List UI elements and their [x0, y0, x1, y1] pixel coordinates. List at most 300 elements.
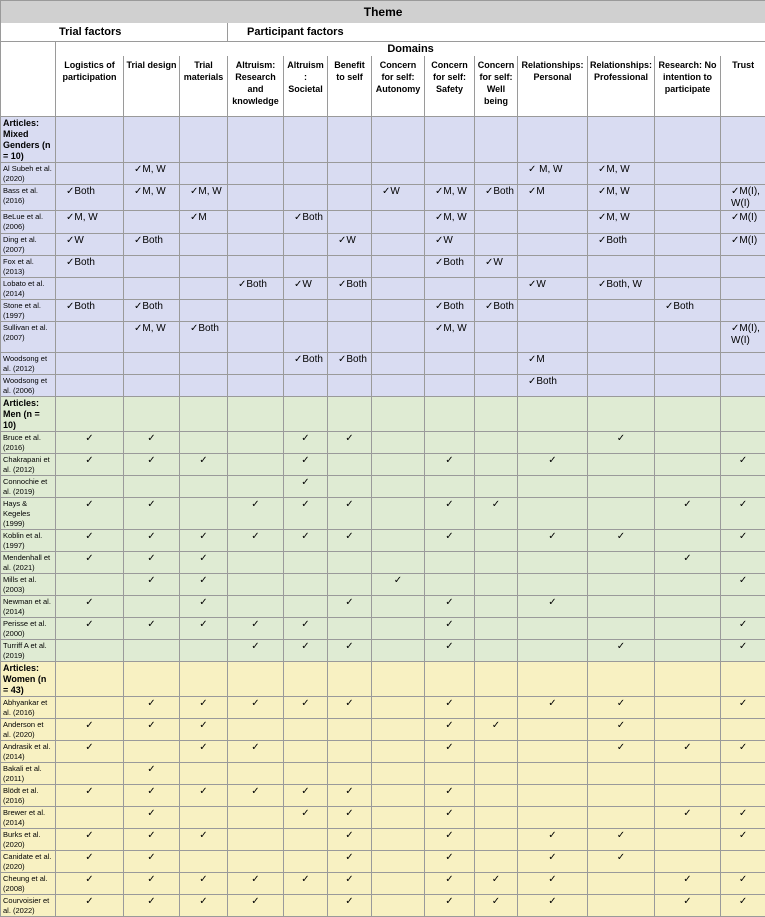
domain-cell — [655, 719, 721, 741]
domain-cell — [655, 278, 721, 300]
study-citation: Canidate et al. (2020) — [1, 851, 56, 873]
table-row — [1, 432, 765, 454]
domain-cell — [588, 873, 655, 895]
study-citation: Ding et al. (2007) — [1, 234, 56, 256]
domain-cell — [655, 640, 721, 662]
table-row — [1, 185, 765, 211]
domain-cell — [284, 851, 328, 873]
domain-cell: ✓M, W — [425, 185, 475, 211]
section-header-men — [1, 397, 765, 432]
domain-cell — [721, 596, 765, 618]
study-citation: Fox et al. (2013) — [1, 256, 56, 278]
domain-cell — [372, 300, 425, 322]
study-citation: Bass et al. (2016) — [1, 185, 56, 211]
domain-cell — [588, 807, 655, 829]
domain-cell — [655, 211, 721, 234]
table-row — [1, 322, 765, 353]
section-empty-cell — [588, 397, 655, 432]
domain-cell — [475, 574, 518, 596]
domain-cell: ✓ — [124, 552, 180, 574]
domain-cell: ✓ — [124, 454, 180, 476]
domain-cell — [372, 353, 425, 375]
domain-cell — [475, 530, 518, 552]
domain-cell: ✓ — [284, 697, 328, 719]
domain-cell: ✓ — [56, 596, 124, 618]
domain-cell: ✓ — [180, 829, 228, 851]
domain-cell: ✓ — [124, 785, 180, 807]
domain-cell: ✓ — [284, 432, 328, 454]
section-empty-cell — [372, 397, 425, 432]
domain-cell: ✓ — [228, 640, 284, 662]
domain-cell: ✓ — [328, 807, 372, 829]
domain-cell — [475, 763, 518, 785]
domain-cell — [180, 375, 228, 397]
domain-cell — [124, 375, 180, 397]
domain-cell: ✓ — [518, 829, 588, 851]
domain-cell: ✓M, W — [425, 322, 475, 353]
domain-cell — [372, 851, 425, 873]
domain-cell: ✓ — [655, 498, 721, 530]
domain-cell: ✓ — [425, 741, 475, 763]
domain-cell — [655, 454, 721, 476]
section-label: Articles: Women (n = 43) — [1, 662, 56, 697]
domain-cell — [56, 375, 124, 397]
domain-cell: ✓ — [518, 851, 588, 873]
domain-cell — [124, 278, 180, 300]
domain-cell — [721, 851, 765, 873]
section-empty-cell — [228, 117, 284, 163]
domain-cell — [124, 596, 180, 618]
domain-cell: ✓ — [425, 697, 475, 719]
domain-cell — [588, 498, 655, 530]
domain-cell — [284, 322, 328, 353]
domain-cell: ✓ — [180, 873, 228, 895]
domain-cell — [475, 618, 518, 640]
column-header: Trial materials — [180, 56, 228, 117]
domain-cell: ✓M(I) — [721, 211, 765, 234]
domain-cell: ✓ — [655, 895, 721, 917]
domain-cell: ✓ — [180, 454, 228, 476]
domain-cell — [655, 353, 721, 375]
domain-cell — [475, 454, 518, 476]
domain-cell: ✓ — [56, 895, 124, 917]
section-empty-cell — [284, 662, 328, 697]
table-row — [1, 697, 765, 719]
domain-cell: ✓M, W — [588, 163, 655, 185]
domain-cell: ✓Both — [655, 300, 721, 322]
section-empty-cell — [721, 662, 765, 697]
domain-cell — [180, 640, 228, 662]
section-empty-cell — [655, 397, 721, 432]
domain-cell — [425, 353, 475, 375]
domain-cell: ✓ — [180, 895, 228, 917]
domain-cell — [475, 234, 518, 256]
domain-cell — [475, 476, 518, 498]
domain-cell: ✓ — [56, 530, 124, 552]
domain-cell — [588, 353, 655, 375]
domains-header: Domains — [56, 42, 765, 57]
domain-cell: ✓ — [284, 785, 328, 807]
domain-cell — [328, 719, 372, 741]
domain-cell — [372, 829, 425, 851]
domain-cell — [518, 234, 588, 256]
domain-cell — [655, 234, 721, 256]
domain-cell: ✓M, W — [180, 185, 228, 211]
domain-cell — [328, 300, 372, 322]
domain-cell — [328, 476, 372, 498]
domain-cell: ✓ — [655, 807, 721, 829]
domain-cell: ✓ — [721, 498, 765, 530]
domain-cell — [372, 807, 425, 829]
section-empty-cell — [124, 397, 180, 432]
domain-cell: ✓ — [721, 807, 765, 829]
domain-cell — [518, 300, 588, 322]
section-empty-cell — [475, 662, 518, 697]
domain-cell: ✓ — [56, 454, 124, 476]
domain-cell: ✓ — [721, 697, 765, 719]
study-citation: Newman et al. (2014) — [1, 596, 56, 618]
column-header: Concern for self: Autonomy — [372, 56, 425, 117]
section-header-women — [1, 662, 765, 697]
table-row — [1, 234, 765, 256]
domain-cell — [328, 256, 372, 278]
domain-cell — [228, 476, 284, 498]
domain-cell: ✓M, W — [588, 211, 655, 234]
domain-cell: ✓ — [425, 785, 475, 807]
study-citation: Mills et al. (2003) — [1, 574, 56, 596]
domain-cell: ✓ — [328, 498, 372, 530]
domain-cell — [655, 432, 721, 454]
domain-cell — [518, 763, 588, 785]
section-empty-cell — [284, 117, 328, 163]
domain-cell — [721, 300, 765, 322]
domain-cell — [475, 596, 518, 618]
study-citation: Courvoisier et al. (2022) — [1, 895, 56, 917]
domain-cell — [328, 552, 372, 574]
domain-cell — [372, 552, 425, 574]
domain-cell: ✓ — [124, 618, 180, 640]
domain-cell: ✓ — [425, 640, 475, 662]
domain-cell: ✓ — [284, 807, 328, 829]
domain-cell — [518, 211, 588, 234]
domain-cell: ✓ — [588, 432, 655, 454]
domain-cell — [518, 807, 588, 829]
domain-cell — [228, 829, 284, 851]
domain-cell — [284, 256, 328, 278]
domain-cell: ✓ — [284, 618, 328, 640]
domain-cell: ✓ — [588, 851, 655, 873]
table-row — [1, 530, 765, 552]
domain-cell: ✓Both — [124, 234, 180, 256]
domain-cell: ✓ — [180, 719, 228, 741]
domain-cell: ✓Both — [180, 322, 228, 353]
domain-cell — [372, 895, 425, 917]
domain-cell: ✓M — [518, 353, 588, 375]
domain-cell — [721, 785, 765, 807]
domain-cell: ✓ — [124, 432, 180, 454]
domain-cell — [328, 322, 372, 353]
domain-cell: ✓ — [228, 741, 284, 763]
domain-cell: ✓ — [328, 530, 372, 552]
section-empty-cell — [328, 397, 372, 432]
domain-cell: ✓ — [328, 851, 372, 873]
domain-cell: ✓ — [228, 618, 284, 640]
domain-cell: ✓ — [56, 785, 124, 807]
section-empty-cell — [180, 117, 228, 163]
section-empty-cell — [328, 117, 372, 163]
domain-cell — [475, 640, 518, 662]
domain-cell: ✓ — [588, 640, 655, 662]
study-citation: Connochie et al. (2019) — [1, 476, 56, 498]
domain-cell — [655, 574, 721, 596]
domain-cell — [372, 785, 425, 807]
domain-cell: ✓ — [180, 596, 228, 618]
domain-cell — [56, 640, 124, 662]
domain-cell: ✓ — [588, 829, 655, 851]
domain-cell — [588, 895, 655, 917]
domain-cell — [475, 211, 518, 234]
domain-cell: ✓ — [518, 596, 588, 618]
domain-cell — [655, 163, 721, 185]
domain-cell: ✓ — [124, 530, 180, 552]
domain-cell — [180, 163, 228, 185]
domains-corner — [1, 42, 56, 57]
domain-cell: ✓ — [475, 895, 518, 917]
domain-cell — [655, 256, 721, 278]
domain-cell: ✓ — [228, 697, 284, 719]
domain-cell — [284, 300, 328, 322]
domain-cell: ✓ — [721, 530, 765, 552]
domain-cell: ✓ — [518, 530, 588, 552]
domain-cell: ✓ — [655, 741, 721, 763]
domain-cell: ✓ — [228, 530, 284, 552]
domain-cell: ✓Both — [475, 300, 518, 322]
domain-cell: ✓ — [721, 454, 765, 476]
domain-cell — [372, 163, 425, 185]
table-row — [1, 211, 765, 234]
domain-cell: ✓ — [425, 498, 475, 530]
domain-cell — [721, 476, 765, 498]
domain-cell — [56, 322, 124, 353]
study-citation: BeLue et al. (2006) — [1, 211, 56, 234]
column-header: Research: No intention to participate — [655, 56, 721, 117]
column-header: Concern for self: Well being — [475, 56, 518, 117]
domain-cell — [475, 785, 518, 807]
table-row — [1, 278, 765, 300]
domain-cell — [372, 375, 425, 397]
domain-cell — [425, 375, 475, 397]
domain-cell — [228, 574, 284, 596]
section-label: Articles: Men (n = 10) — [1, 397, 56, 432]
column-header-blank — [1, 56, 56, 117]
domain-cell — [284, 163, 328, 185]
domain-cell — [721, 375, 765, 397]
domain-cell — [588, 763, 655, 785]
domain-cell — [721, 256, 765, 278]
column-header: Concern for self: Safety — [425, 56, 475, 117]
domain-cell: ✓ — [180, 574, 228, 596]
domain-cell: ✓W — [372, 185, 425, 211]
table-row — [1, 476, 765, 498]
study-citation: Chakrapani et al. (2012) — [1, 454, 56, 476]
section-empty-cell — [56, 662, 124, 697]
domain-cell — [721, 763, 765, 785]
domain-cell — [721, 353, 765, 375]
domain-cell: ✓M(I), W(I) — [721, 322, 765, 353]
study-citation: Koblin et al. (1997) — [1, 530, 56, 552]
column-header: Altruism : Societal — [284, 56, 328, 117]
domain-cell — [372, 697, 425, 719]
domain-cell: ✓M, W — [124, 322, 180, 353]
domain-cell: ✓Both — [284, 353, 328, 375]
domain-cell — [228, 375, 284, 397]
domain-cell — [284, 741, 328, 763]
domain-cell — [518, 256, 588, 278]
section-empty-cell — [518, 397, 588, 432]
domain-cell — [228, 432, 284, 454]
domain-cell — [284, 185, 328, 211]
domain-cell — [228, 211, 284, 234]
domain-cell: ✓ — [124, 719, 180, 741]
domain-cell: ✓M(I), W(I) — [721, 185, 765, 211]
domain-cell: ✓Both — [425, 300, 475, 322]
domain-cell — [372, 719, 425, 741]
domain-cell: ✓ — [475, 498, 518, 530]
domain-cell — [475, 375, 518, 397]
table-row — [1, 375, 765, 397]
domain-cell — [475, 741, 518, 763]
domain-cell — [721, 719, 765, 741]
domain-cell: ✓ — [56, 829, 124, 851]
domain-cell — [588, 375, 655, 397]
section-empty-cell — [425, 662, 475, 697]
domain-cell: ✓ — [518, 454, 588, 476]
section-empty-cell — [284, 397, 328, 432]
domain-cell — [588, 454, 655, 476]
domain-cell: ✓ — [124, 807, 180, 829]
domain-cell — [180, 432, 228, 454]
section-empty-cell — [372, 117, 425, 163]
domain-cell: ✓ — [588, 697, 655, 719]
domain-cell: ✓ — [284, 498, 328, 530]
domain-cell — [180, 353, 228, 375]
section-empty-cell — [328, 662, 372, 697]
domain-cell — [588, 256, 655, 278]
domain-cell — [228, 353, 284, 375]
domain-cell — [475, 851, 518, 873]
domain-cell: ✓ — [284, 530, 328, 552]
domain-cell — [180, 476, 228, 498]
domain-cell: ✓ — [721, 829, 765, 851]
domain-cell — [655, 530, 721, 552]
study-citation: Turriff A et al. (2019) — [1, 640, 56, 662]
domain-cell: ✓W — [518, 278, 588, 300]
column-header: Relationships: Professional — [588, 56, 655, 117]
domain-cell — [328, 185, 372, 211]
domain-cell: ✓ M, W — [518, 163, 588, 185]
domain-cell: ✓ — [180, 741, 228, 763]
domain-cell — [180, 763, 228, 785]
domain-cell: ✓ — [425, 596, 475, 618]
domain-cell — [655, 697, 721, 719]
domain-cell — [284, 234, 328, 256]
study-citation: Burks et al. (2020) — [1, 829, 56, 851]
domain-cell: ✓W — [328, 234, 372, 256]
column-header: Relationships: Personal — [518, 56, 588, 117]
domain-cell — [655, 763, 721, 785]
table-row — [1, 829, 765, 851]
domain-cell — [372, 454, 425, 476]
domain-cell — [425, 163, 475, 185]
domain-cell — [518, 785, 588, 807]
table-row — [1, 498, 765, 530]
domain-cell: ✓ — [56, 719, 124, 741]
domain-cell: ✓Both — [56, 300, 124, 322]
section-empty-cell — [721, 117, 765, 163]
study-citation: Lobato et al. (2014) — [1, 278, 56, 300]
domain-cell: ✓M, W — [124, 185, 180, 211]
domain-cell: ✓ — [124, 851, 180, 873]
domain-cell: ✓ — [425, 895, 475, 917]
domain-cell: ✓ — [328, 829, 372, 851]
domain-cell: ✓M, W — [588, 185, 655, 211]
domain-cell: ✓ — [124, 895, 180, 917]
domain-cell: ✓ — [425, 873, 475, 895]
domain-cell — [228, 256, 284, 278]
table-row — [1, 763, 765, 785]
table-row — [1, 719, 765, 741]
domain-cell — [228, 300, 284, 322]
domain-cell — [588, 300, 655, 322]
domain-cell: ✓W — [284, 278, 328, 300]
domain-cell — [588, 596, 655, 618]
domain-cell: ✓ — [328, 785, 372, 807]
domain-cell: ✓W — [425, 234, 475, 256]
domain-cell — [328, 163, 372, 185]
domain-cell — [284, 596, 328, 618]
column-header: Trial design — [124, 56, 180, 117]
domain-cell: ✓ — [180, 618, 228, 640]
domain-cell: ✓Both — [588, 234, 655, 256]
domain-cell — [655, 618, 721, 640]
section-empty-cell — [518, 662, 588, 697]
domain-cell: ✓Both — [284, 211, 328, 234]
domain-cell — [518, 618, 588, 640]
domain-cell — [284, 552, 328, 574]
domain-cell: ✓Both — [228, 278, 284, 300]
domain-cell: ✓ — [180, 530, 228, 552]
study-citation: Abhyankar et al. (2016) — [1, 697, 56, 719]
domain-cell — [518, 640, 588, 662]
domain-cell — [124, 256, 180, 278]
table-row — [1, 596, 765, 618]
domain-cell — [588, 574, 655, 596]
domain-cell: ✓ — [180, 697, 228, 719]
study-citation: Woodsong et al. (2006) — [1, 375, 56, 397]
domain-cell — [228, 851, 284, 873]
domain-cell: ✓ — [425, 851, 475, 873]
domain-cell: ✓ — [284, 640, 328, 662]
section-empty-cell — [655, 662, 721, 697]
study-citation: Sullivan et al. (2007) — [1, 322, 56, 353]
section-empty-cell — [425, 117, 475, 163]
domain-cell — [518, 741, 588, 763]
table-row — [1, 785, 765, 807]
domain-cell — [180, 278, 228, 300]
domain-cell: ✓Both — [328, 353, 372, 375]
domain-cell — [228, 552, 284, 574]
domain-cell — [655, 851, 721, 873]
